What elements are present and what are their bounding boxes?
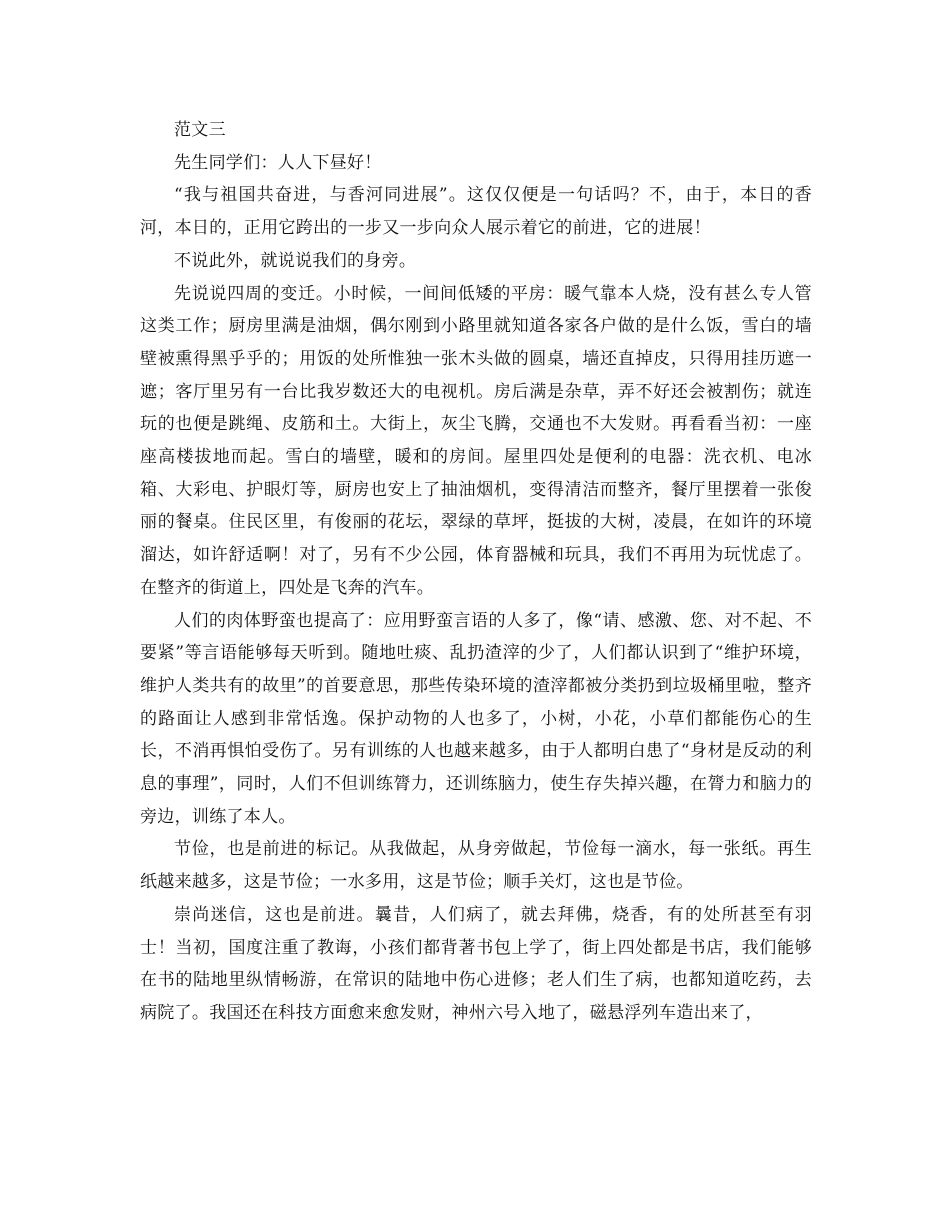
greeting-paragraph: 先生同学们：人人下昼好！ bbox=[174, 152, 382, 173]
body-paragraph: 不说此外，就说说我们的身旁。 bbox=[174, 250, 417, 271]
document-body bbox=[140, 114, 812, 1030]
body-paragraph: 崇尚迷信，这也是前进。曩昔，人们病了，就去拜佛，烧香，有的处所甚至有羽士！当初，国度注重了教诲，小孩们都背著书包上学了，街上四处都是书店，我们能够在书的陆地里纵情畅游，在常识的陆地中伤心进修；老人们生了病，也都知道吃药，去病院了。我国还在科技方面愈来愈发财，神州六号入地了，磁悬浮列车造出来了， bbox=[140, 904, 812, 1023]
body-paragraph: “我与祖国共奋进，与香河同进展”。这仅仅便是一句话吗？不，由于，本日的香河，本日的，正用它跨出的一步又一步向众人展示着它的前进，它的进展！ bbox=[140, 185, 812, 239]
body-paragraph: 先说说四周的变迁。小时候，一间间低矮的平房：暖气靠本人烧，没有甚么专人管这类工作；厨房里满是油烟，偶尔刚到小路里就知道各家各户做的是什么饭，雪白的墙壁被熏得黑乎乎的；用饭的处所惟独一张木头做的圆桌，墙还直掉皮，只得用挂历遮一遮；客厅里另有一台比我岁数还大的电视机。房后满是杂草，弄不好还会被割伤；就连玩的也便是跳绳、皮筋和土。大街上，灰尘飞腾，交通也不大发财。再看看当初：一座座高楼拔地而起。雪白的墙壁，暖和的房间。屋里四处是便利的电器：洗衣机、电冰箱、大彩电、护眼灯等，厨房也安上了抽油烟机，变得清洁而整齐，餐厅里摆着一张俊丽的餐桌。住民区里，有俊丽的花坛，翠绿的草坪，挺拔的大树，凌晨，在如许的环境溜达，如许舒适啊！对了，另有不少公园，体育器械和玩具，我们不再用为玩忧虑了。在整齐的街道上，四处是飞奔的汽车。 bbox=[140, 283, 812, 598]
body-paragraph: 人们的肉体野蛮也提高了：应用野蛮言语的人多了，像“请、感激、您、对不起、不要紧”等言语能够每天听到。随地吐痰、乱扔渣滓的少了，人们都认识到了“维护环境，维护人类共有的故里”的首要意思，那些传染环境的渣滓都被分类扔到垃圾桶里啦，整齐的路面让人感到非常恬逸。保护动物的人也多了，小树，小花，小草们都能伤心的生长，不消再惧怕受伤了。另有训练的人也越来越多，由于人都明白患了“身材是反动的利息的事理”，同时，人们不但训练膂力，还训练脑力，使生存失掉兴趣，在膂力和脑力的旁边，训练了本人。 bbox=[140, 610, 812, 827]
body-paragraph: 节俭，也是前进的标记。从我做起，从身旁做起，节俭每一滴水，每一张纸。再生纸越来越多，这是节俭；一水多用，这是节俭；顺手关灯，这也是节俭。 bbox=[140, 839, 812, 893]
heading-paragraph: 范文三 bbox=[174, 120, 226, 140]
